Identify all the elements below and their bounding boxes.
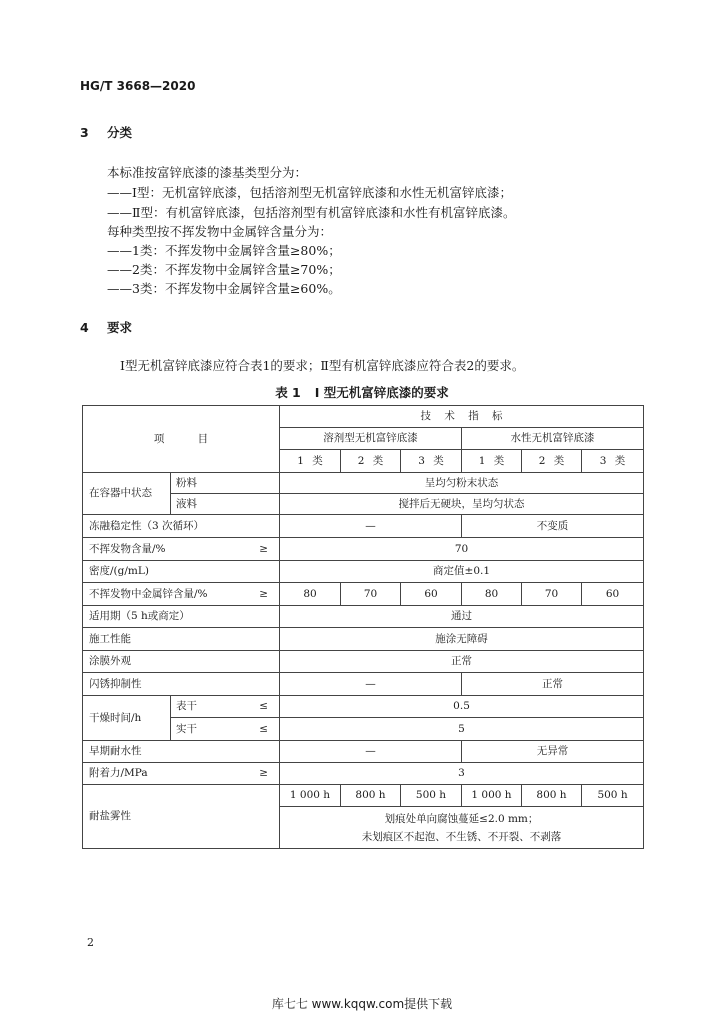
cell-value: 80 [462, 583, 522, 606]
cell-value: 800 h [522, 785, 582, 807]
type-2-item: ——Ⅱ型：有机富锌底漆，包括溶剂型有机富锌底漆和水性有机富锌底漆。 [107, 205, 516, 220]
row-label: 密度/(g/mL) [83, 561, 280, 583]
type-1-item: ——Ⅰ型：无机富锌底漆，包括溶剂型无机富锌底漆和水性无机富锌底漆； [107, 185, 512, 200]
section-4-heading [80, 321, 132, 335]
salt-spray-requirement-2: 未划痕区不起泡、不生锈、不开裂、不剥落 [361, 830, 562, 843]
cell-value: 70 [341, 583, 401, 606]
row-label: 在容器中状态 [83, 473, 171, 515]
table-row [83, 651, 644, 673]
sub-label: 液料 [171, 494, 280, 515]
download-footer: 库七七 www.kqqw.com提供下载 [271, 997, 453, 1011]
header-class: 2 类 [522, 450, 582, 473]
row-label: 附着力/MPa [89, 767, 148, 779]
row-label: 冻融稳定性（3 次循环） [83, 515, 280, 538]
table-row [83, 561, 644, 583]
class-2-item: ——2类：不挥发物中金属锌含量≥70%； [107, 262, 341, 277]
table-row [83, 606, 644, 628]
row-label: 不挥发物含量/% [89, 542, 166, 555]
cell-value-multiline [280, 807, 644, 849]
cell-value: 不变质 [462, 515, 644, 538]
section-4-number: 4 [80, 320, 89, 335]
cell-value: 60 [582, 583, 644, 606]
row-label: 适用期（5 h或商定） [83, 606, 280, 628]
cell-value: 5 [280, 718, 644, 741]
cell-value: 80 [280, 583, 341, 606]
row-label: 干燥时间/h [83, 696, 171, 741]
table-row [83, 785, 644, 807]
table-row [83, 741, 644, 763]
header-class: 3 类 [401, 450, 462, 473]
row-label-cell [83, 538, 280, 561]
table-row [83, 515, 644, 538]
salt-spray-requirement-1: 划痕处单向腐蚀蔓延≤2.0 mm； [384, 812, 539, 825]
table-row [83, 583, 644, 606]
table-row [83, 673, 644, 696]
header-item: 项 目 [83, 406, 280, 473]
sub-label: 粉料 [171, 473, 280, 494]
header-water-group: 水性无机富锌底漆 [462, 428, 644, 450]
cell-value: 正常 [462, 673, 644, 696]
page-number: 2 [87, 936, 94, 949]
header-spec: 技 术 指 标 [280, 406, 644, 428]
table-row [83, 763, 644, 785]
section-4-title: 要求 [107, 320, 133, 335]
cell-value: 70 [522, 583, 582, 606]
section-3-heading [80, 126, 132, 140]
sub-label: 表干 [176, 700, 197, 712]
table-1-caption [0, 386, 724, 400]
cell-value: 800 h [341, 785, 401, 807]
table-row [83, 696, 644, 718]
operator: ≥ [259, 767, 268, 779]
table-row [83, 538, 644, 561]
header-class: 3 类 [582, 450, 644, 473]
cell-value: — [280, 741, 462, 763]
cell-value: 无异常 [462, 741, 644, 763]
operator: ≤ [259, 722, 268, 735]
cell-value: 商定值±0.1 [280, 561, 644, 583]
table-row [83, 628, 644, 651]
cell-value: — [280, 515, 462, 538]
classification-intro: 本标准按富锌底漆的漆基类型分为： [107, 165, 308, 180]
row-label: 耐盐雾性 [83, 785, 280, 849]
cell-value: 0.5 [280, 696, 644, 718]
header-solvent-group: 溶剂型无机富锌底漆 [280, 428, 462, 450]
header-class: 1 类 [280, 450, 341, 473]
section-3-number: 3 [80, 125, 89, 140]
header-class: 2 类 [341, 450, 401, 473]
standard-code: HG/T 3668—2020 [80, 79, 196, 93]
row-label: 涂膜外观 [83, 651, 280, 673]
operator: ≥ [259, 587, 268, 600]
class-1-item: ——1类：不挥发物中金属锌含量≥80%； [107, 243, 341, 258]
cell-value: — [280, 673, 462, 696]
table-row [83, 473, 644, 494]
class-3-item: ——3类：不挥发物中金属锌含量≥60%。 [107, 281, 341, 296]
row-label: 闪锈抑制性 [83, 673, 280, 696]
row-label-cell [83, 583, 280, 606]
table-1-title: Ⅰ 型无机富锌底漆的要求 [314, 385, 449, 400]
cell-value: 60 [401, 583, 462, 606]
section-3-title: 分类 [107, 125, 133, 140]
row-label: 不挥发物中金属锌含量/% [89, 587, 208, 600]
table-header-row [83, 406, 644, 428]
requirements-paragraph: Ⅰ型无机富锌底漆应符合表1的要求；Ⅱ型有机富锌底漆应符合表2的要求。 [120, 358, 525, 373]
sub-label: 实干 [176, 722, 197, 735]
sub-label-cell [171, 696, 280, 718]
cell-value: 1 000 h [280, 785, 341, 807]
operator: ≥ [259, 542, 268, 555]
cell-value: 500 h [401, 785, 462, 807]
cell-value: 3 [280, 763, 644, 785]
sub-label-cell [171, 718, 280, 741]
row-label-cell [83, 763, 280, 785]
table-1-label: 表 1 [275, 385, 301, 400]
cell-value: 1 000 h [462, 785, 522, 807]
cell-value: 500 h [582, 785, 644, 807]
cell-value: 施涂无障碍 [280, 628, 644, 651]
cell-value: 通过 [280, 606, 644, 628]
class-intro: 每种类型按不挥发物中金属锌含量分为： [107, 224, 333, 239]
row-label: 施工性能 [83, 628, 280, 651]
operator: ≤ [259, 700, 268, 712]
cell-value: 搅拌后无硬块，呈均匀状态 [280, 494, 644, 515]
cell-value: 70 [280, 538, 644, 561]
row-label: 早期耐水性 [83, 741, 280, 763]
header-class: 1 类 [462, 450, 522, 473]
table-1 [82, 405, 644, 849]
cell-value: 呈均匀粉末状态 [280, 473, 644, 494]
cell-value: 正常 [280, 651, 644, 673]
